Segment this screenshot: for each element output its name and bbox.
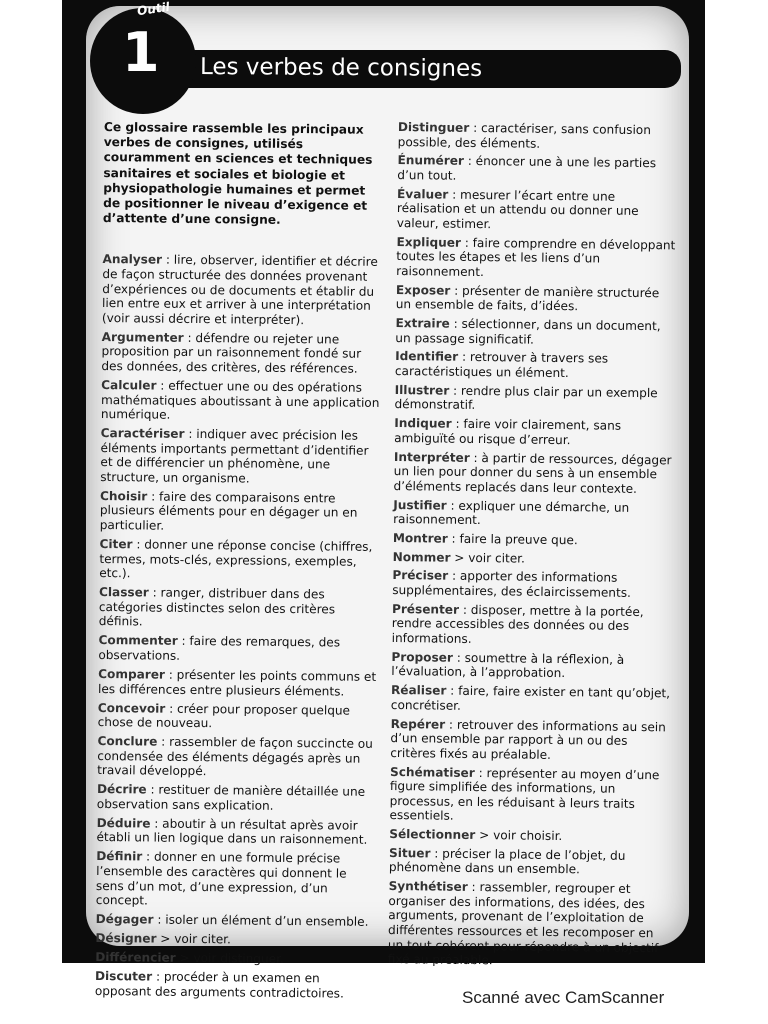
glossary-entry: [99, 537, 379, 584]
glossary-term: Exposer: [395, 282, 451, 298]
glossary-definition: : créer pour proposer quelque chose de nouveau.: [97, 701, 351, 731]
glossary-definition: : disposer, mettre à la portée, rendre accessibles des données ou des informations.: [391, 602, 644, 646]
glossary-definition: : à partir de ressources, dégager un lien pour donner du sens à un ensemble d’éléments replacés dans leur contexte.: [393, 450, 672, 496]
glossary-definition: : procéder à un examen en opposant des arguments contradictoires.: [94, 969, 344, 1001]
glossary-term: Évaluer: [397, 186, 449, 202]
glossary-entry: [393, 450, 676, 497]
glossary-term: Calculer: [101, 377, 157, 393]
glossary-term: Schématiser: [389, 764, 475, 780]
glossary-entry: [102, 252, 383, 328]
glossary-term: Différencier: [95, 950, 176, 965]
glossary-term: Désigner: [95, 931, 157, 946]
glossary-entry: [97, 734, 377, 781]
glossary-entry: [100, 489, 380, 536]
glossary-definition: : isoler un élément d’un ensemble.: [153, 912, 369, 930]
page-title: Les verbes de consignes: [199, 54, 483, 82]
glossary-entry: [394, 383, 676, 416]
glossary-definition: : faire, faire exister en tant qu’objet, concrétiser.: [390, 683, 671, 713]
glossary-definition: : expliquer une démarche, un raisonnement.: [393, 498, 630, 528]
glossary-definition: : ranger, distribuer dans des catégories distinctes selon des critères définis.: [98, 585, 336, 629]
glossary-definition: > voir citer.: [450, 550, 526, 566]
glossary-definition: : donner une réponse concise (chiffres, termes, mots-clés, expressions, exemples, etc.).: [99, 537, 373, 581]
glossary-entry: [96, 849, 377, 910]
glossary-term: Déduire: [96, 815, 151, 831]
glossary-term: Présenter: [391, 601, 460, 617]
glossary-entry: [395, 316, 677, 349]
glossary-definition: : caractériser, sans confusion possible, des éléments.: [397, 120, 651, 151]
glossary-definition: : faire des comparaisons entre plusieurs éléments pour en dégager un en particulier.: [99, 489, 358, 533]
glossary-entry: [394, 416, 676, 449]
glossary-definition: : présenter les points communs et les différences entre plusieurs éléments.: [97, 667, 377, 699]
glossary-entry: [95, 969, 375, 1001]
glossary-term: Discuter: [94, 969, 153, 984]
glossary-term: Classer: [98, 585, 149, 600]
glossary-entry: [95, 931, 375, 949]
glossary-list-right: [388, 120, 680, 970]
glossary-entry: [391, 683, 673, 716]
glossary-definition: : énoncer une à une les parties d’un tout.: [397, 154, 657, 183]
glossary-definition: > voir distinguer.: [175, 951, 284, 967]
glossary-entry: [393, 550, 675, 568]
left-column: [95, 120, 384, 1006]
badge-label: Outil: [136, 0, 171, 19]
glossary-definition: : sélectionner, dans un document, un passage significatif.: [395, 316, 661, 347]
glossary-entry: [390, 717, 673, 764]
glossary-definition: : rassembler, regrouper et organiser des informations, des idées, des arguments, provenant de l’exploitation de différentes ressources et les recomposer en un tout cohérent pour répondre à un objectif fixé au préalable.: [387, 880, 659, 968]
glossary-term: Extraire: [395, 316, 450, 331]
right-column: [388, 120, 680, 974]
glossary-definition: : faire des remarques, des observations.: [98, 634, 341, 663]
glossary-entry: [388, 879, 671, 970]
glossary-entry: [398, 120, 680, 153]
glossary-term: Nommer: [392, 549, 451, 565]
glossary-definition: : défendre ou rejeter une proposition par un raisonnement fondé sur des données, des critères, des références.: [101, 330, 362, 376]
glossary-entry: [393, 531, 675, 549]
glossary-entry: [101, 378, 381, 425]
glossary-entry: [392, 568, 674, 601]
glossary-entry: [99, 585, 379, 632]
glossary-definition: : retrouver à travers ses caractéristiques un élément.: [394, 350, 609, 381]
glossary-definition: : faire voir clairement, sans ambiguïté ou risque d’erreur.: [394, 416, 622, 447]
glossary-entry: [396, 235, 679, 282]
glossary-term: Définir: [96, 849, 143, 864]
glossary-definition: > voir choisir.: [475, 828, 563, 844]
glossary-term: Illustrer: [394, 382, 450, 398]
glossary-entry: [391, 650, 673, 683]
glossary-term: Distinguer: [397, 120, 470, 135]
glossary-definition: : aboutir à un résultat après avoir établi un lien logique dans un raisonnement.: [96, 816, 368, 848]
badge-number: 1: [122, 21, 160, 84]
glossary-entry: [397, 187, 680, 234]
glossary-term: Conclure: [97, 734, 158, 749]
glossary-entry: [395, 349, 677, 382]
glossary-entry: [97, 782, 377, 814]
glossary-definition: : représenter au moyen d’une figure simplifiée des informations, un processus, en les réduisant à leurs traits essentiels.: [389, 765, 660, 824]
glossary-definition: : donner en une formule précise l’ensemble des caractères qui donnent le sens d’un mot, d’une expression, d’un concept.: [95, 849, 347, 908]
glossary-entry: [396, 283, 678, 316]
glossary-entry: [98, 633, 378, 665]
glossary-entry: [389, 827, 671, 845]
glossary-entry: [95, 950, 375, 968]
glossary-term: Analyser: [102, 252, 163, 268]
glossary-definition: : effectuer une ou des opérations mathématiques aboutissant à une application numérique.: [100, 378, 380, 422]
glossary-term: Dégager: [95, 912, 154, 927]
glossary-definition: : lire, observer, identifier et décrire de façon structurée des données provenant d’expériences ou de documents et établir du lien entre eux et arriver à une interprétation (voir aussi décrire et interpréter).: [101, 253, 378, 327]
glossary-term: Argumenter: [101, 329, 184, 345]
glossary-term: Montrer: [392, 530, 448, 546]
intro-paragraph: Ce glossaire rassemble les principaux verbes de consignes, utilisés couramment en sciences et techniques sanitaires et sociales et biologie et physiopathologie humaines et permet de positionner le niveau d’exigence et d’attente d’une consigne.: [102, 120, 373, 228]
glossary-term: Comparer: [98, 666, 166, 682]
glossary-list-left: [95, 252, 383, 1001]
glossary-definition: : préciser la place de l’objet, du phénomène dans un ensemble.: [388, 846, 626, 877]
glossary-entry: [98, 667, 378, 699]
glossary-entry: [96, 912, 376, 930]
glossary-term: Commenter: [98, 633, 178, 649]
glossary-term: Situer: [388, 845, 431, 861]
glossary-definition: : retrouver des informations au sein d’un ensemble par rapport à un ou des critères fixés au préalable.: [390, 717, 666, 762]
glossary-entry: [389, 764, 672, 826]
glossary-definition: : rassembler de façon succincte ou condensée des éléments dégagés après un travail développé.: [97, 734, 373, 779]
glossary-definition: : présenter de manière structurée un ensemble de faits, d’idées.: [395, 283, 660, 314]
glossary-entry: [98, 701, 378, 733]
glossary-term: Justifier: [393, 497, 447, 513]
glossary-entry: [397, 153, 679, 186]
glossary-entry: [392, 602, 675, 649]
scanner-watermark: Scanné avec CamScanner: [462, 988, 665, 1007]
glossary-term: Réaliser: [390, 683, 447, 698]
glossary-term: Sélectionner: [389, 827, 476, 843]
glossary-definition: : apporter des informations supplémentaires, des éclaircissements.: [392, 569, 631, 600]
glossary-term: Décrire: [96, 782, 147, 797]
glossary-term: Choisir: [99, 488, 148, 504]
glossary-definition: : mesurer l’écart entre une réalisation et un attendu ou donner une valeur, estimer.: [396, 187, 639, 232]
glossary-term: Identifier: [395, 349, 459, 365]
glossary-entry: [100, 426, 381, 487]
glossary-entry: [393, 498, 675, 531]
glossary-term: Synthétiser: [388, 879, 468, 895]
glossary-definition: : faire comprendre en développant toutes les étapes et les liens d’un raisonnement.: [396, 235, 676, 279]
glossary-definition: : indiquer avec précision les éléments importants permettant d’identifier et de différencier un phénomène, une structure, un organisme.: [100, 426, 369, 486]
glossary-term: Proposer: [391, 649, 453, 665]
glossary-term: Caractériser: [100, 426, 185, 441]
glossary-definition: : rendre plus clair par un exemple démonstratif.: [394, 383, 658, 413]
glossary-term: Énumérer: [397, 153, 465, 169]
glossary-entry: [96, 816, 376, 848]
glossary-term: Concevoir: [97, 700, 166, 716]
glossary-term: Citer: [99, 537, 133, 552]
glossary-definition: : faire la preuve que.: [447, 531, 578, 548]
glossary-term: Indiquer: [394, 416, 452, 431]
glossary-entry: [101, 330, 381, 377]
glossary-definition: : restituer de manière détaillée une observation sans explication.: [96, 782, 366, 813]
glossary-term: Repérer: [390, 716, 446, 732]
glossary-term: Interpréter: [393, 449, 470, 465]
glossary-term: Expliquer: [396, 234, 462, 250]
glossary-term: Préciser: [392, 568, 449, 584]
glossary-entry: [389, 846, 671, 879]
glossary-definition: > voir citer.: [156, 931, 231, 947]
glossary-definition: : soumettre à la réflexion, à l’évaluation, à l’approbation.: [391, 650, 625, 681]
